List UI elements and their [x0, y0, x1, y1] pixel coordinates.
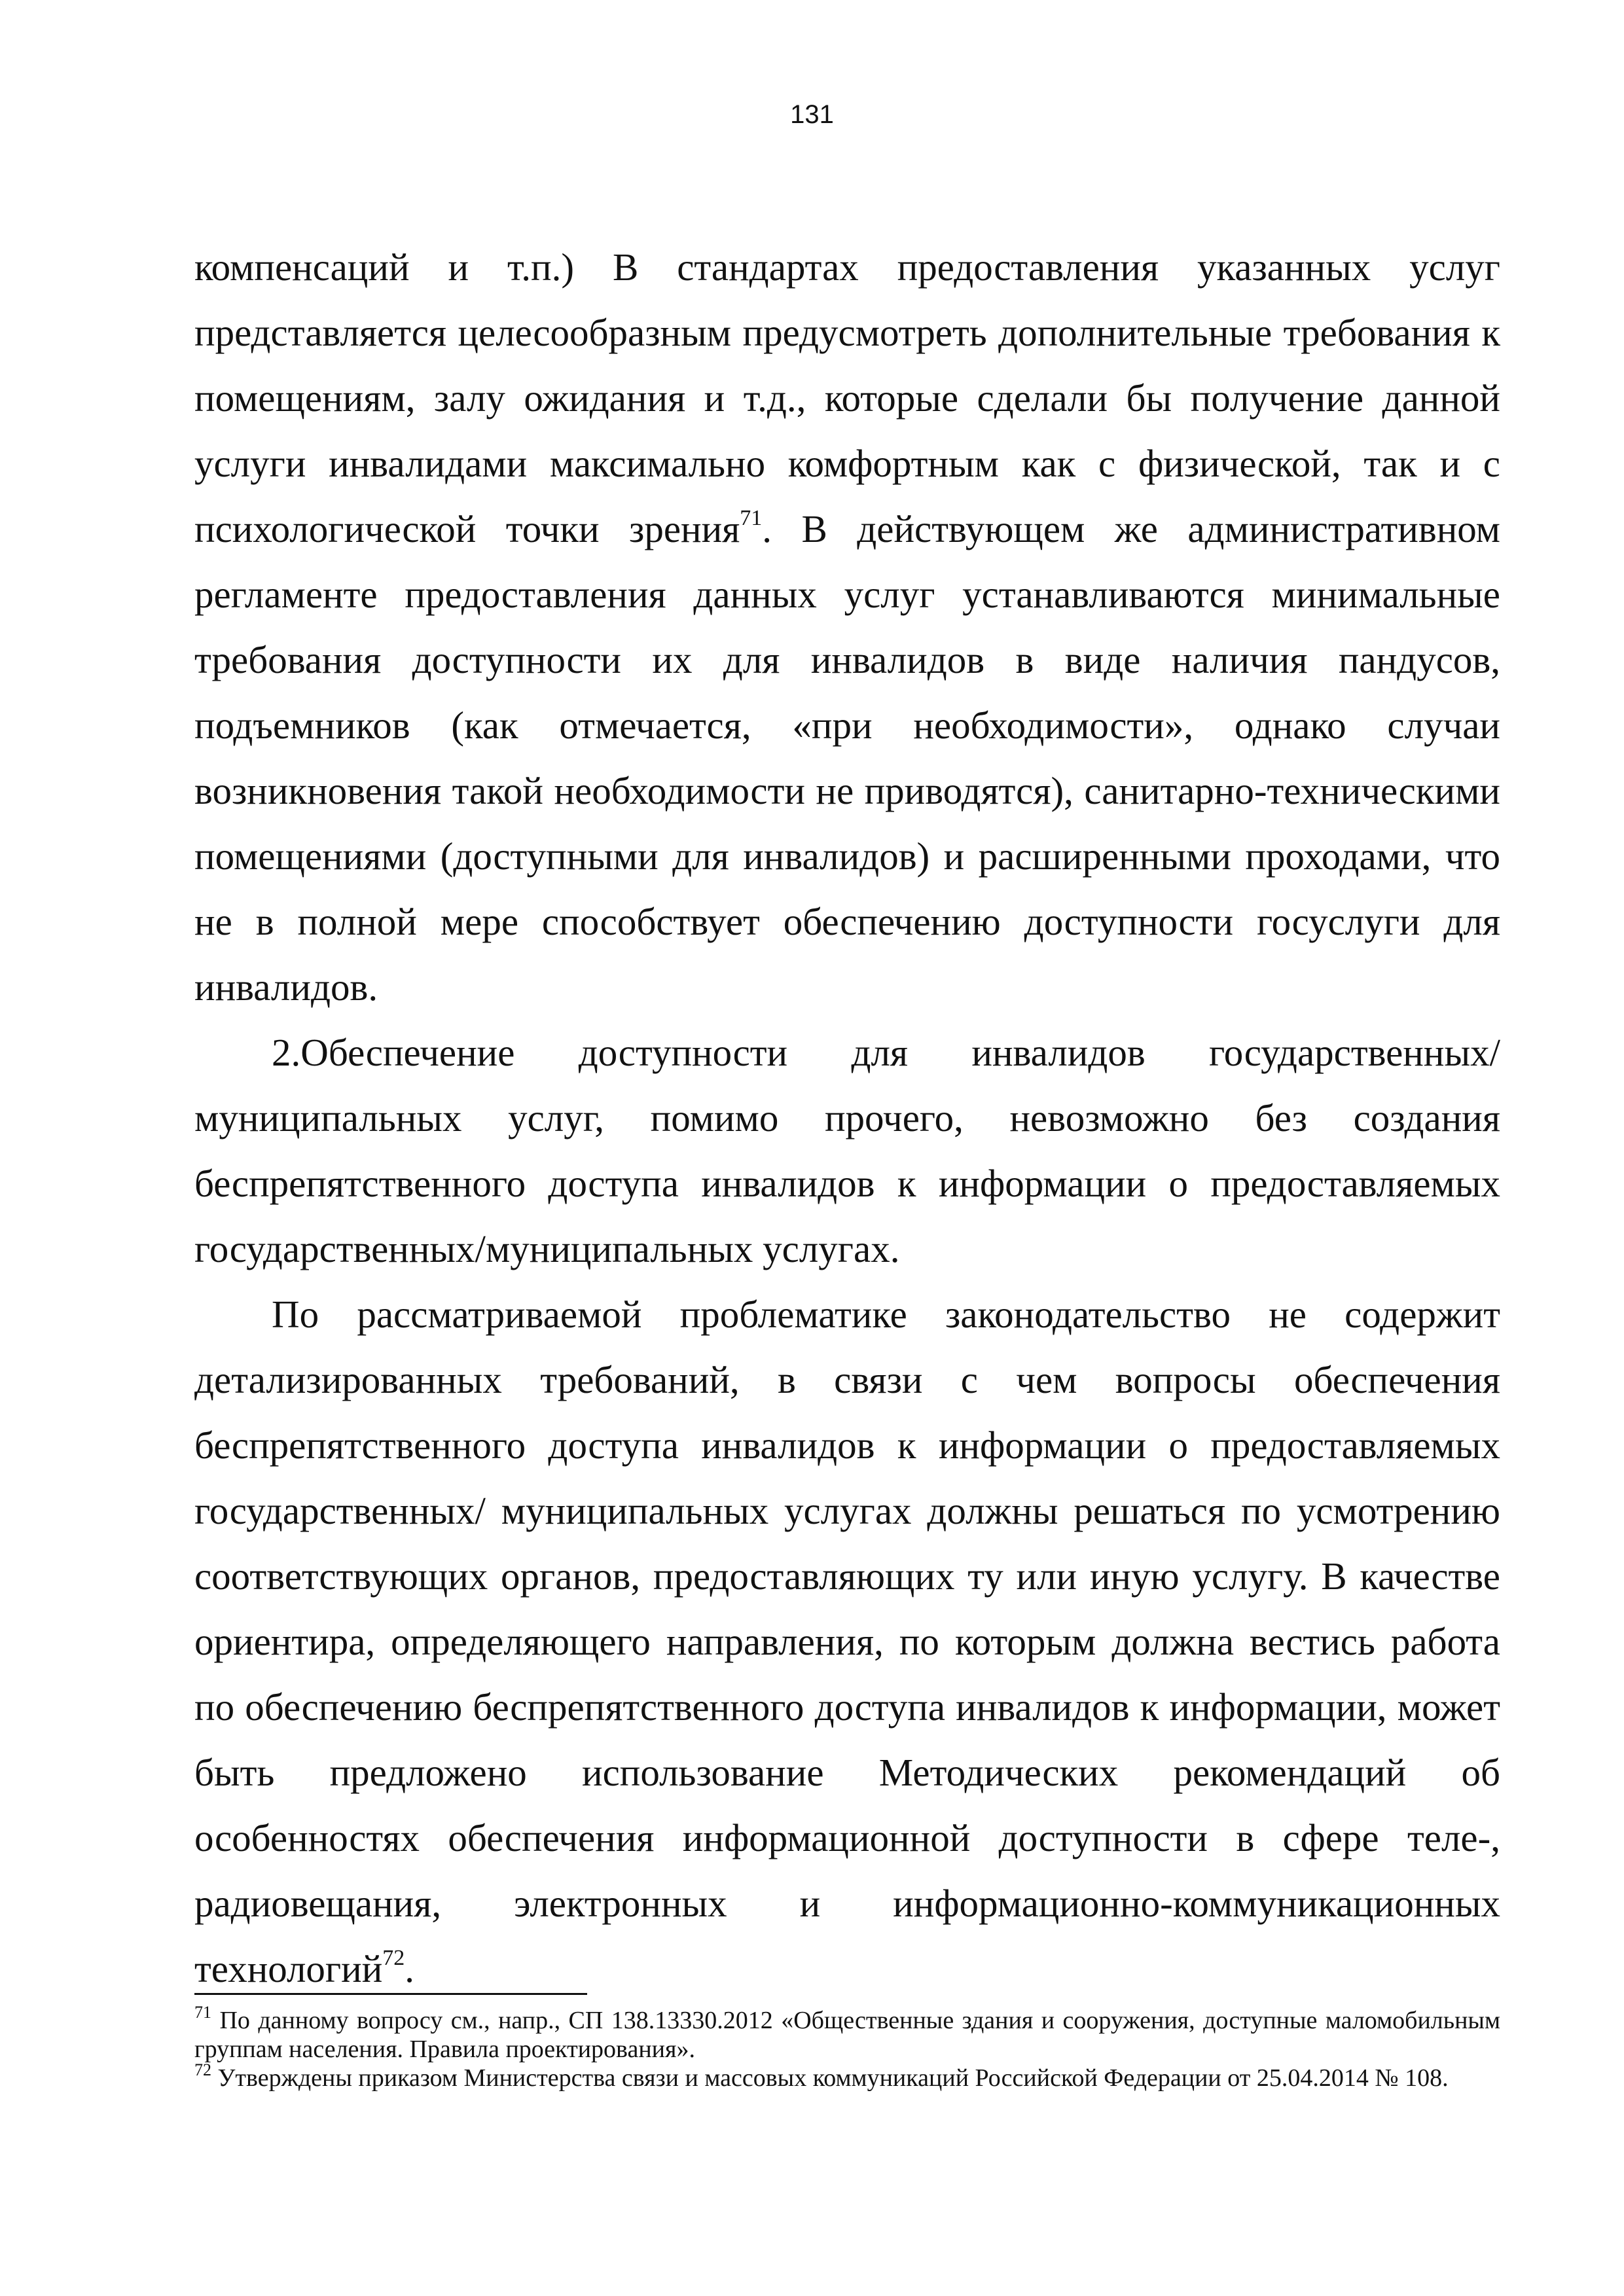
paragraph-text: . В действующем же административном регламенте предоставления данных услуг устанавливаются минимальные требования доступности их для инвалидов в виде наличия пандусов, подъемников (как отмечается, «при необходимости», однако случаи возникновения такой необходимости не приводятся), санитарно-техническими помещениями (доступными для инвалидов) и расширенными проходами, что не в полной мере способствует обеспечению доступности госуслуги для инвалидов. — [194, 507, 1500, 1009]
page-number: 131 — [790, 100, 834, 129]
paragraph-continuation — [194, 234, 1500, 1020]
footnote-text: Утверждены приказом Министерства связи и массовых коммуникаций Российской Федерации от 25.04.2014 № 108. — [211, 2064, 1449, 2092]
footnote-text: По данному вопросу см., напр., СП 138.13330.2012 «Общественные здания и сооружения, доступные маломобильным группам населения. Правила проектирования». — [194, 2007, 1500, 2063]
footnote-separator — [194, 1993, 587, 1995]
footnote-71 — [194, 2003, 1500, 2064]
paragraph-accessibility-information: 2.Обеспечение доступности для инвалидов государственных/муниципальных услуг, помимо прочего, невозможно без создания беспрепятственного доступа инвалидов к информации о предоставляемых государственных/муниципальных услугах. — [194, 1031, 1500, 1270]
paragraph-text: По рассматриваемой проблематике законодательство не содержит детализированных требований, в связи с чем вопросы обеспечения беспрепятственного доступа инвалидов к информации о предоставляемых государственных/ муниципальных услугах должны решаться по усмотрению соответствующих органов, предоставляющих ту или иную услугу. В качестве ориентира, определяющего направления, по которым должна вестись работа по обеспечению беспрепятственного доступа инвалидов к информации, может быть предложено использование Методических рекомендаций об особенностях обеспечения информационной доступности в сфере теле-, радиовещания, электронных и информационно-коммуникационных технологий — [194, 1293, 1500, 1990]
footnote-ref-72[interactable]: 72 — [382, 1946, 405, 1970]
main-text — [194, 234, 1500, 2001]
paragraph-text: компенсаций и т.п.) В стандартах предоставления указанных услуг представляется целесообразным предусмотреть дополнительные требования к помещениям, залу ожидания и т.д., которые сделали бы получение данной услуги инвалидами максимально комфортным как с физической, так и с психологической точки зрения — [194, 245, 1500, 550]
footnote-mark: 72 — [194, 2060, 211, 2079]
footnotes — [194, 2003, 1500, 2092]
footnote-mark: 71 — [194, 2003, 211, 2022]
footnote-72 — [194, 2060, 1500, 2092]
footnote-ref-71[interactable]: 71 — [740, 506, 763, 530]
paragraph-text: . — [405, 1947, 415, 1990]
paragraph-legislation — [194, 1282, 1500, 2001]
